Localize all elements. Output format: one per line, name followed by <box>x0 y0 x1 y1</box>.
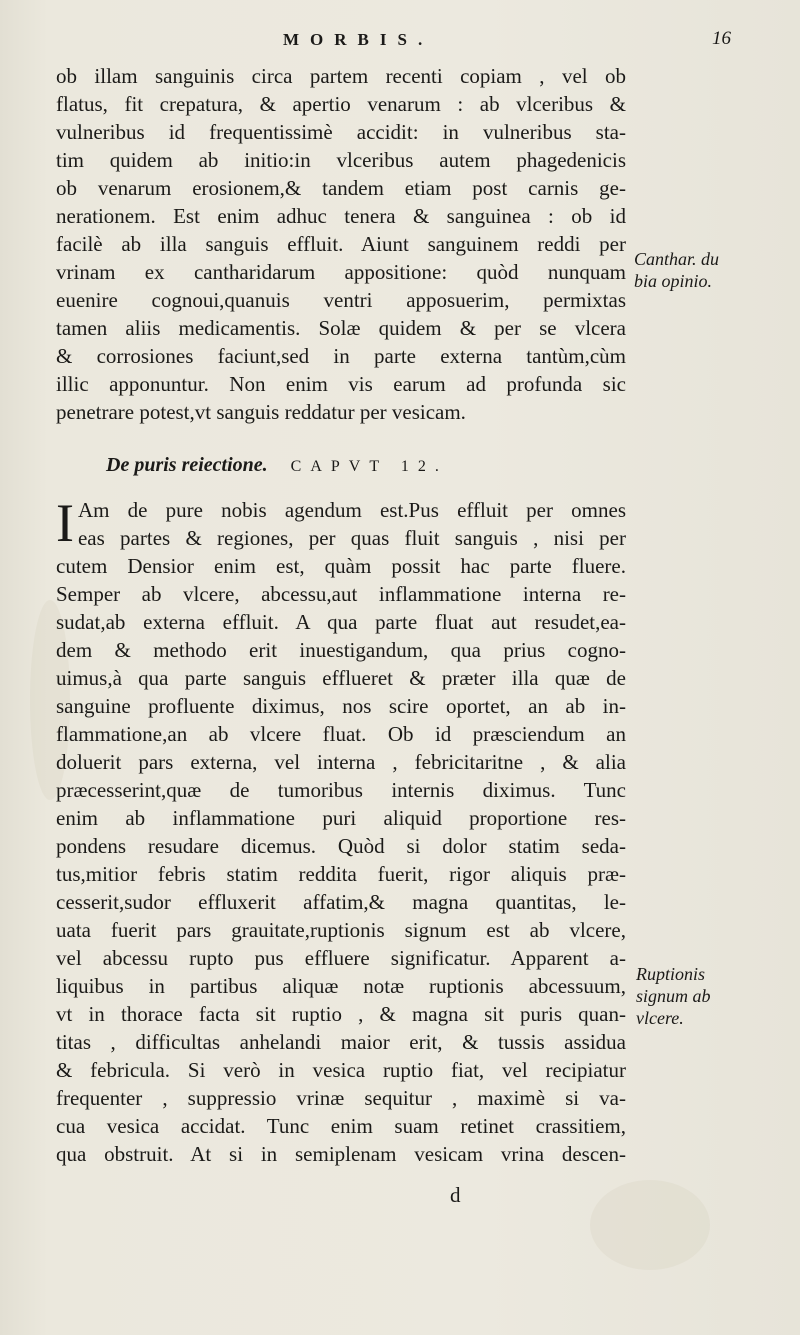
text-line: nerationem. Est enim adhuc tenera & sanguinea : ob id <box>56 204 626 228</box>
text-line: tim quidem ab initio:in vlceribus autem phagedenicis <box>56 148 626 172</box>
text-line: ob venarum erosionem,& tandem etiam post carnis ge- <box>56 176 626 200</box>
text-line: tus,mitior febris statim reddita fuerit, rigor aliquis præ- <box>56 862 626 886</box>
text-line: euenire cognoui,quanuis ventri apposuerim, permixtas <box>56 288 626 312</box>
chapter-label: CAPVT 12. <box>290 458 448 475</box>
marginal-line: signum ab <box>636 986 711 1006</box>
text-line: liquibus in partibus aliquæ notæ ruptionis abcessuum, <box>56 974 626 998</box>
text-line: vel abcessu rupto pus effluere significatur. Apparent a- <box>56 946 626 970</box>
text-line: flammatione,an ab vlcere fluat. Ob id præsciendum an <box>56 722 626 746</box>
text-line: facilè ab illa sanguis effluit. Aiunt sanguinem reddi per <box>56 232 626 256</box>
page-number: 16 <box>712 28 731 49</box>
text-line: sudat,ab externa effluit. A qua parte fluat aut resudet,ea- <box>56 610 626 634</box>
marginal-line: Ruptionis <box>636 964 706 984</box>
drop-initial: I <box>56 493 74 553</box>
text-line: præcesserint,quæ de tumoribus internis diximus. Tunc <box>56 778 626 802</box>
text-line: tamen aliis medicamentis. Solæ quidem & per se vlcera <box>56 316 626 340</box>
marginal-line: bia opinio. <box>634 271 713 291</box>
text-line: & febricula. Si verò in vesica ruptio fiat, vel recipiatur <box>56 1058 626 1082</box>
marginal-line: vlcere. <box>636 1008 684 1028</box>
marginal-note-cantharides <box>634 248 719 292</box>
text-line: pondens resudare dicemus. Quòd si dolor statim seda- <box>56 834 626 858</box>
marginal-line: Canthar. du <box>634 249 720 269</box>
text-line: sanguine profluente diximus, nos scire oportet, an ab in- <box>56 694 626 718</box>
text-line: flatus, fit crepatura, & apertio venarum : ab vlceribus & <box>56 92 626 116</box>
text-line: cutem Densior enim est, quàm possit hac parte fluere. <box>56 554 626 578</box>
paragraph-2-lines <box>56 552 626 1168</box>
text-line: doluerit pars externa, vel interna , febricitaritne , & alia <box>56 750 626 774</box>
text-line: uimus,à qua parte sanguis efflueret & præter illa quæ de <box>56 666 626 690</box>
paragraph-1 <box>56 62 626 426</box>
text-line: cua vesica accidat. Tunc enim suam retinet crassitiem, <box>56 1114 626 1138</box>
section-heading <box>106 454 448 477</box>
text-line: Semper ab vlcere, abcessu,aut inflammatione interna re- <box>56 582 626 606</box>
text-line: vt in thorace facta sit ruptio , & magna sit puris quan- <box>56 1002 626 1026</box>
text-line: Am de pure nobis agendum est.Pus effluit per omnes <box>77 498 626 522</box>
text-line: vrinam ex cantharidarum appositione: quòd nunquam <box>56 260 626 284</box>
running-head: MORBIS. <box>283 30 434 49</box>
section-title: De puris reiectione. <box>106 454 268 476</box>
text-line: eas partes & regiones, per quas fluit sanguis , nisi per <box>77 526 626 550</box>
text-line: illic apponuntur. Non enim vis earum ad profunda sic <box>56 372 626 396</box>
page-header <box>0 30 800 56</box>
text-line: penetrare potest,vt sanguis reddatur per vesicam. <box>56 400 466 424</box>
text-line: enim ab inflammatione puri aliquid proportione res- <box>56 806 626 830</box>
text-line: frequenter , suppressio vrinæ sequitur , maximè si va- <box>56 1086 626 1110</box>
text-line: ob illam sanguinis circa partem recenti copiam , vel ob <box>56 64 626 88</box>
text-line: cesserit,sudor effluxerit affatim,& magna quantitas, le- <box>56 890 626 914</box>
text-line: titas , difficultas anhelandi maior erit, & tussis assidua <box>56 1030 626 1054</box>
catchword: d <box>450 1183 461 1207</box>
text-line: & corrosiones faciunt,sed in parte externa tantùm,cùm <box>56 344 626 368</box>
marginal-note-ruptionis <box>636 963 711 1029</box>
text-line: vulneribus id frequentissimè accidit: in vulneribus sta- <box>56 120 626 144</box>
text-line: qua obstruit. At si in semiplenam vesicam vrina descen- <box>56 1142 626 1166</box>
paper-stain <box>590 1180 710 1270</box>
text-line: uata fuerit pars grauitate,ruptionis signum est ab vlcere, <box>56 918 626 942</box>
paragraph-2 <box>56 493 626 1168</box>
text-line: dem & methodo erit inuestigandum, qua prius cogno- <box>56 638 626 662</box>
